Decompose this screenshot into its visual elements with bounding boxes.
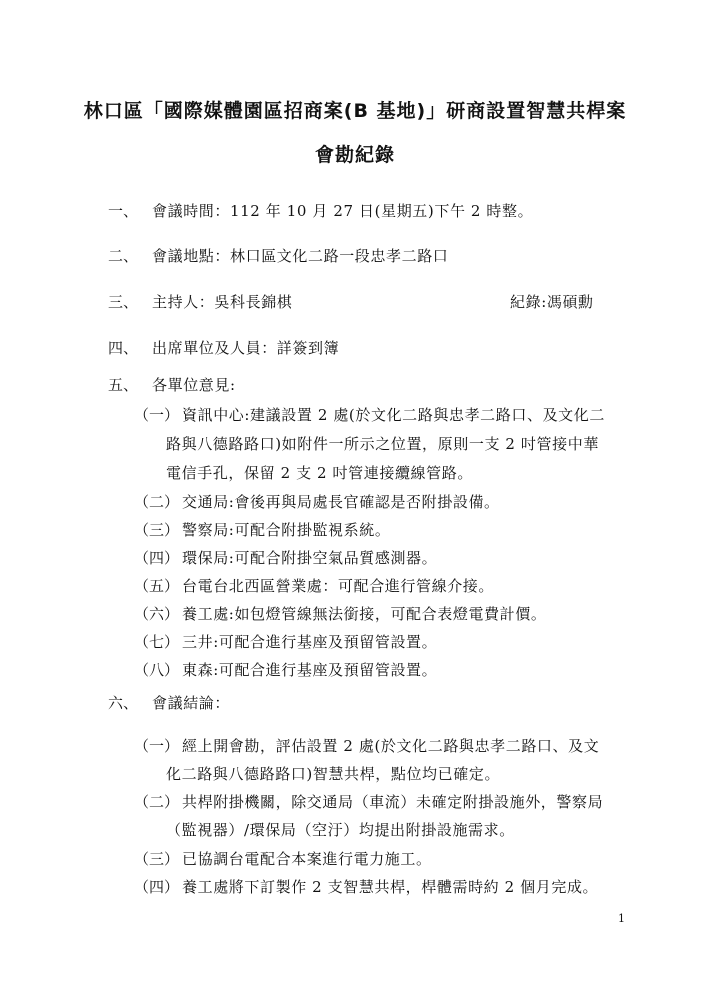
opinion-item-text: 警察局:可配合附掛監視系統。 — [182, 521, 391, 539]
conclusion-item-number: （二） — [134, 793, 180, 811]
opinion-item-number: （一） — [134, 406, 180, 424]
conclusion-item-number: （三） — [134, 850, 180, 868]
meeting-location: 會議地點：林口區文化二路一段忠孝二路口 — [152, 247, 449, 265]
meeting-time: 會議時間：112 年 10 月 27 日(星期五)下午 2 時整。 — [152, 202, 534, 220]
recorder: 紀錄:馮碩勳 — [510, 293, 594, 311]
opinion-item-text: 電信手孔，保留 2 支 2 吋管連接纜線管路。 — [166, 464, 473, 482]
opinion-item-text: 三井:可配合進行基座及預留管設置。 — [182, 633, 438, 651]
document-subtitle: 會勘紀錄 — [314, 144, 395, 166]
opinion-item-number: （二） — [134, 493, 180, 511]
opinion-item-text: 台電台北西區營業處：可配合進行管線介接。 — [182, 577, 495, 595]
page-number: 1 — [618, 912, 625, 925]
opinion-item-number: （六） — [134, 605, 180, 623]
opinion-item-text: 交通局:會後再與局處長官確認是否附掛設備。 — [182, 493, 500, 511]
opinion-item-number: （七） — [134, 633, 180, 651]
section-5-number: 五、 — [108, 376, 139, 394]
conclusion-item-text: 化二路與八德路路口)智慧共桿，點位均已確定。 — [166, 765, 501, 783]
opinion-item-number: （三） — [134, 521, 180, 539]
section-1-number: 一、 — [108, 202, 139, 220]
section-6-number: 六、 — [108, 694, 139, 712]
opinion-item-text: 資訊中心:建議設置 2 處(於文化二路與忠孝二路口、及文化二 — [182, 406, 605, 424]
section-3-number: 三、 — [108, 293, 139, 311]
chairperson: 主持人：吳科長錦棋 — [152, 293, 293, 311]
section-6-heading: 會議結論： — [152, 694, 231, 712]
section-4-number: 四、 — [108, 339, 139, 357]
conclusion-item-text: 已協調台電配合本案進行電力施工。 — [182, 850, 432, 868]
document-title: 林口區「國際媒體園區招商案(B 基地)」研商設置智慧共桿案 — [83, 100, 627, 122]
opinion-item-text: 養工處:如包燈管線無法銜接，可配合表燈電費計價。 — [182, 605, 547, 623]
opinion-item-text: 東森:可配合進行基座及預留管設置。 — [182, 661, 438, 679]
conclusion-item-number: （四） — [134, 878, 180, 896]
opinion-item-number: （八） — [134, 661, 180, 679]
opinion-item-number: （四） — [134, 549, 180, 567]
section-2-number: 二、 — [108, 247, 139, 265]
attendees: 出席單位及人員：詳簽到簿 — [152, 339, 340, 357]
opinion-item-number: （五） — [134, 577, 180, 595]
section-5-heading: 各單位意見: — [152, 376, 236, 394]
conclusion-item-text: 共桿附掛機關，除交通局（車流）未確定附掛設施外，警察局 — [182, 793, 604, 811]
conclusion-item-text: 經上開會勘，評估設置 2 處(於文化二路與忠孝二路口、及文 — [182, 737, 600, 755]
opinion-item-text: 路與八德路路口)如附件一所示之位置，原則一支 2 吋管接中華 — [166, 435, 599, 453]
conclusion-item-number: （一） — [134, 737, 180, 755]
conclusion-item-text: （監視器）/環保局（空汙）均提出附掛設施需求。 — [166, 821, 515, 839]
conclusion-item-text: 養工處將下訂製作 2 支智慧共桿，桿體需時約 2 個月完成。 — [182, 878, 599, 896]
opinion-item-text: 環保局:可配合附掛空氣品質感測器。 — [182, 549, 438, 567]
